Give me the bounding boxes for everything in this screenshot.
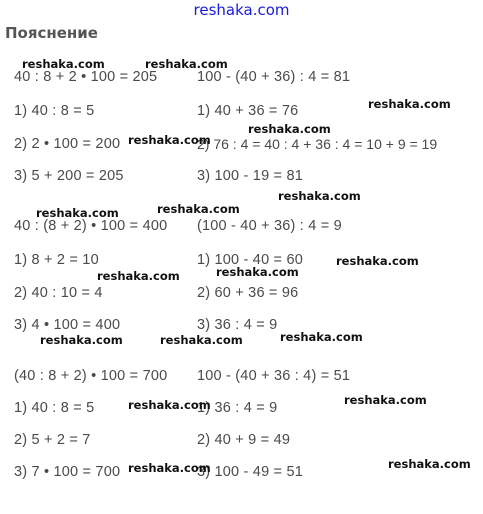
site-header: reshaka.com: [193, 1, 290, 19]
watermark: reshaka.com: [128, 398, 211, 412]
watermark: reshaka.com: [248, 122, 331, 136]
watermark: reshaka.com: [128, 461, 211, 475]
watermark: reshaka.com: [388, 457, 471, 471]
block-2-right-step-2: 2) 60 + 36 = 96: [197, 285, 299, 301]
block-2-right-expression: (100 - 40 + 36) : 4 = 9: [197, 218, 342, 234]
watermark: reshaka.com: [36, 206, 119, 220]
heading: Пояснение: [5, 24, 98, 42]
block-2-left-step-1: 1) 8 + 2 = 10: [14, 252, 99, 268]
watermark: reshaka.com: [128, 133, 211, 147]
watermark: reshaka.com: [157, 202, 240, 216]
watermark: reshaka.com: [336, 254, 419, 268]
watermark: reshaka.com: [280, 330, 363, 344]
block-2-left-step-2: 2) 40 : 10 = 4: [14, 285, 103, 301]
watermark: reshaka.com: [278, 189, 361, 203]
watermark: reshaka.com: [160, 333, 243, 347]
block-1-left-step-2: 2) 2 • 100 = 200: [14, 136, 121, 152]
block-3-right-step-2: 2) 40 + 9 = 49: [197, 432, 291, 448]
block-3-right-step-3: 3) 100 - 49 = 51: [197, 464, 303, 480]
block-1-left-expression: 40 : 8 + 2 • 100 = 205: [14, 69, 158, 85]
block-1-left-step-1: 1) 40 : 8 = 5: [14, 103, 95, 119]
watermark: reshaka.com: [22, 57, 105, 71]
block-2-right-step-3: 3) 36 : 4 = 9: [197, 317, 278, 333]
watermark: reshaka.com: [145, 57, 228, 71]
block-3-left-expression: (40 : 8 + 2) • 100 = 700: [14, 368, 168, 384]
block-2-left-step-3: 3) 4 • 100 = 400: [14, 317, 121, 333]
block-1-left-step-3: 3) 5 + 200 = 205: [14, 168, 124, 184]
watermark: reshaka.com: [216, 265, 299, 279]
block-3-left-step-3: 3) 7 • 100 = 700: [14, 464, 121, 480]
watermark: reshaka.com: [344, 393, 427, 407]
block-3-left-step-1: 1) 40 : 8 = 5: [14, 400, 95, 416]
watermark: reshaka.com: [368, 97, 451, 111]
block-3-left-step-2: 2) 5 + 2 = 7: [14, 432, 91, 448]
block-3-right-step-1: 1) 36 : 4 = 9: [197, 400, 278, 416]
block-1-right-expression: 100 - (40 + 36) : 4 = 81: [197, 69, 351, 85]
block-1-right-step-3: 3) 100 - 19 = 81: [197, 168, 303, 184]
block-2-left-expression: 40 : (8 + 2) • 100 = 400: [14, 218, 168, 234]
watermark: reshaka.com: [40, 333, 123, 347]
block-2-right-step-1: 1) 100 - 40 = 60: [197, 252, 303, 268]
watermark: reshaka.com: [97, 269, 180, 283]
block-3-right-expression: 100 - (40 + 36 : 4) = 51: [197, 368, 351, 384]
block-1-right-step-1: 1) 40 + 36 = 76: [197, 103, 299, 119]
block-1-right-step-2: 2) 76 : 4 = 40 : 4 + 36 : 4 = 10 + 9 = 19: [197, 136, 438, 152]
